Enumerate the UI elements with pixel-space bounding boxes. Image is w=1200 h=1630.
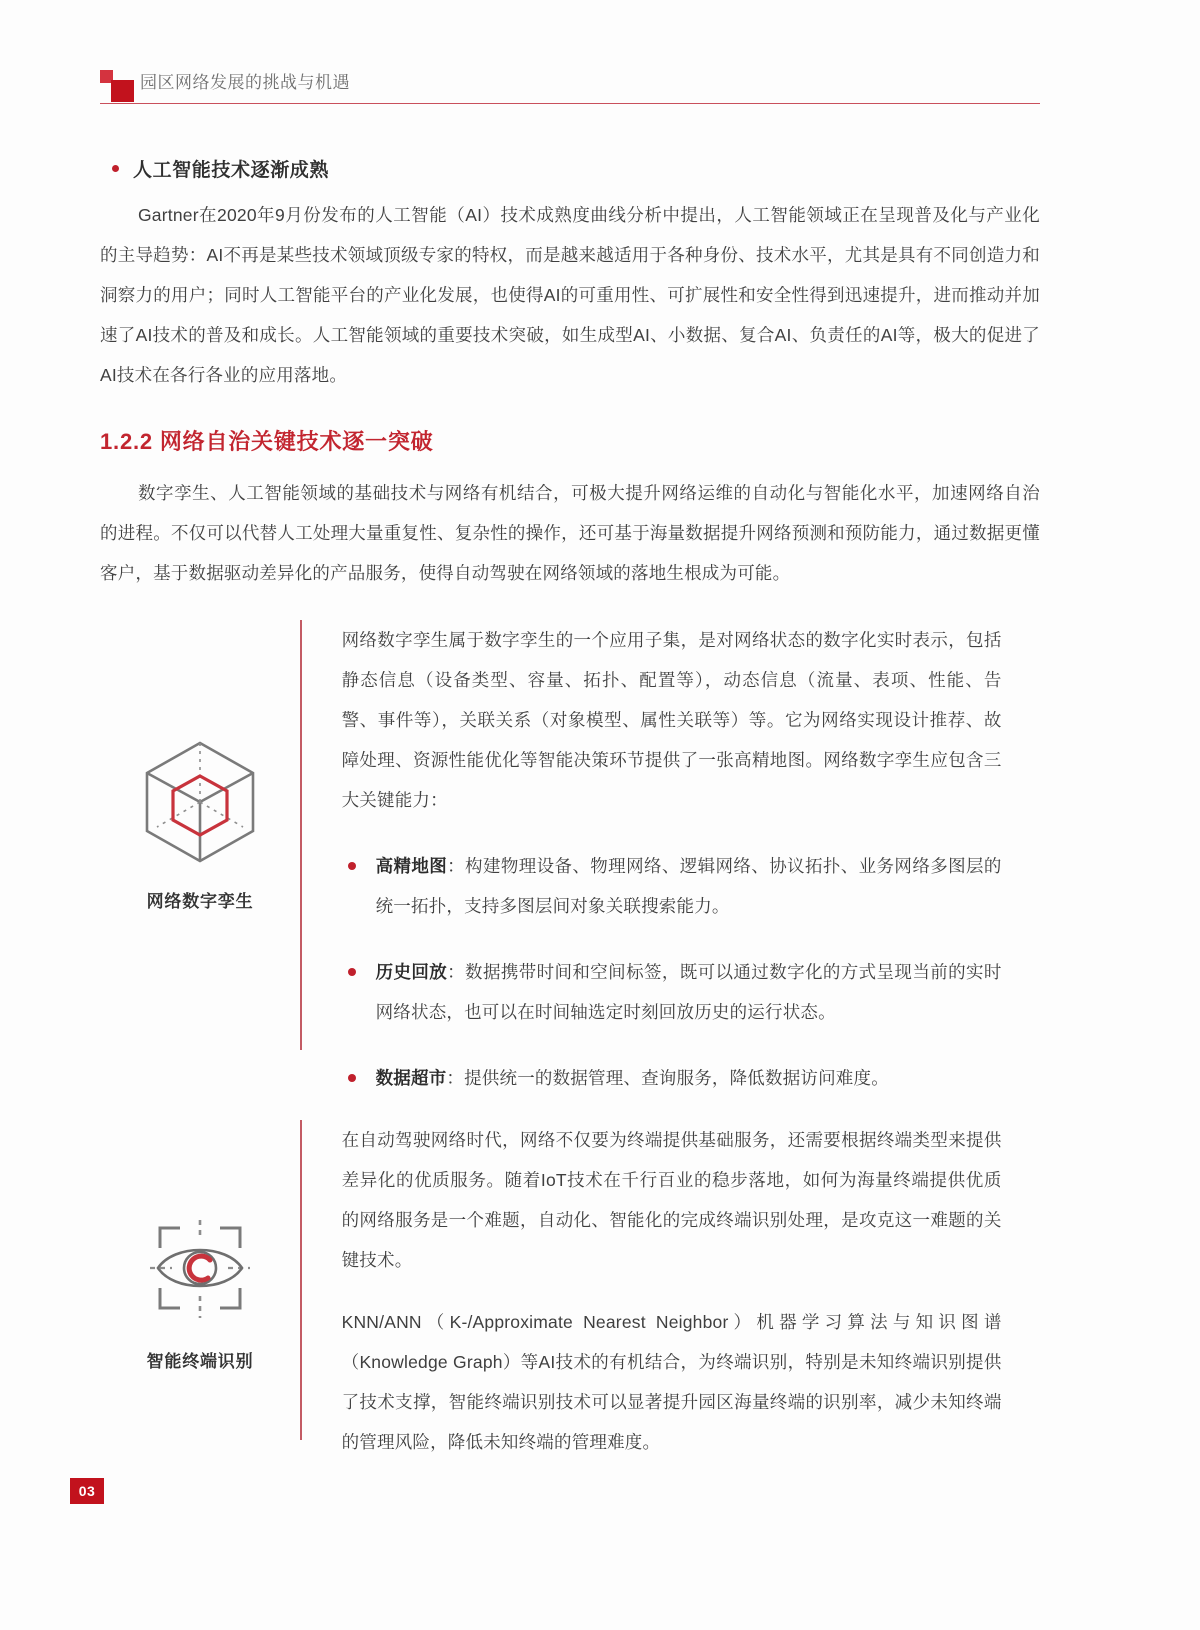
list-bullet-dot-icon — [348, 862, 356, 870]
feature-left-digital-twin — [100, 620, 300, 1050]
bullet-heading-label: 人工智能技术逐渐成熟 — [133, 160, 330, 181]
header-title: 园区网络发展的挑战与机遇 — [140, 73, 350, 92]
feature-block-terminal-id — [100, 1120, 1040, 1452]
feature-label-digital-twin: 网络数字孪生 — [146, 892, 254, 911]
feature-block-digital-twin — [100, 620, 1040, 1088]
page-number-badge: 03 — [70, 1478, 104, 1504]
header-divider — [100, 103, 1040, 104]
header-mark-large-square — [111, 80, 134, 102]
feature-paragraph: 在自动驾驶网络时代，网络不仅要为终端提供基础服务，还需要根据终端类型来提供差异化的优质服务。随着IoT技术在千行百业的稳步落地，如何为海量终端提供优质的网络服务是一个难题，自动化、智能化的完成终端识别处理，是攻克这一难题的关键技术。 — [341, 1130, 1002, 1270]
bullet-heading — [112, 155, 1012, 182]
feature-bullet-list-digital-twin — [342, 846, 1002, 1098]
feature-body-digital-twin — [302, 620, 1002, 1088]
feature-bullet-separator: ： — [446, 1068, 465, 1088]
feature-left-terminal-id — [100, 1120, 300, 1440]
list-bullet-dot-icon — [348, 1074, 356, 1082]
feature-body-terminal-id — [302, 1120, 1002, 1452]
feature-bullet-term: 历史回放 — [375, 962, 448, 982]
feature-bullet-separator: ： — [447, 856, 466, 876]
feature-bullet-item — [342, 1058, 1002, 1098]
section-heading-122: 1.2.2 网络自治关键技术逐一突破 — [100, 429, 434, 454]
feature-bullet-separator: ： — [447, 962, 466, 982]
cube-digital-twin-icon — [141, 738, 259, 871]
header-mark-icon — [100, 70, 138, 100]
feature-bullet-item — [342, 846, 1002, 926]
list-bullet-dot-icon — [348, 968, 356, 976]
feature-bullet-text: 数据携带时间和空间标签，既可以通过数字化的方式呈现当前的实时网络状态，也可以在时间轴选定时刻回放历史的运行状态。 — [375, 962, 1002, 1022]
feature-bullet-term: 高精地图 — [375, 856, 448, 876]
bullet-dot-icon — [112, 165, 119, 172]
page-header — [100, 62, 1040, 108]
feature-bullet-text: 提供统一的数据管理、查询服务，降低数据访问难度。 — [464, 1068, 889, 1088]
feature-bullet-text: 构建物理设备、物理网络、逻辑网络、协议拓扑、业务网络多图层的统一拓扑，支持多图层间对象关联搜索能力。 — [375, 856, 1002, 916]
feature-bullet-term: 数据超市 — [375, 1068, 447, 1088]
feature-label-terminal-id: 智能终端识别 — [146, 1352, 254, 1371]
paragraph-network-autonomy: 数字孪生、人工智能领域的基础技术与网络有机结合，可极大提升网络运维的自动化与智能化水平，加速网络自治的进程。不仅可以代替人工处理大量重复性、复杂性的操作，还可基于海量数据提升网络预测和预防能力，通过数据更懂客户，基于数据驱动差异化的产品服务，使得自动驾驶在网络领域的落地生根成为可能。 — [100, 483, 1040, 583]
feature-paragraph: 网络数字孪生属于数字孪生的一个应用子集，是对网络状态的数字化实时表示，包括静态信息（设备类型、容量、拓扑、配置等），动态信息（流量、表项、性能、告警、事件等），关联关系（对象模型、属性关联等）等。它为网络实现设计推荐、故障处理、资源性能优化等智能决策环节提供了一张高精地图。网络数字孪生应包含三大关键能力： — [341, 630, 1002, 810]
feature-paragraph: KNN/ANN（K-/Approximate Nearest Neighbor）机器学习算法与知识图谱（Knowledge Graph）等AI技术的有机结合，为终端识别，特别是未知终端识别提供了技术支撑，智能终端识别技术可以显著提升园区海量终端的识别率，减少未知终端的管理风险，降低未知终端的管理难度。 — [341, 1312, 1002, 1452]
feature-bullet-item — [342, 952, 1002, 1032]
eye-scan-terminal-icon — [142, 1210, 258, 1331]
paragraph-ai-maturity: Gartner在2020年9月份发布的人工智能（AI）技术成熟度曲线分析中提出，人工智能领域正在呈现普及化与产业化的主导趋势：AI不再是某些技术领域顶级专家的特权，而是越来越适用于各种身份、技术水平，尤其是具有不同创造力和洞察力的用户；同时人工智能平台的产业化发展，也使得AI的可重用性、可扩展性和安全性得到迅速提升，进而推动并加速了AI技术的普及和成长。人工智能领域的重要技术突破，如生成型AI、小数据、复合AI、负责任的AI等，极大的促进了AI技术在各行各业的应用落地。 — [100, 205, 1040, 385]
